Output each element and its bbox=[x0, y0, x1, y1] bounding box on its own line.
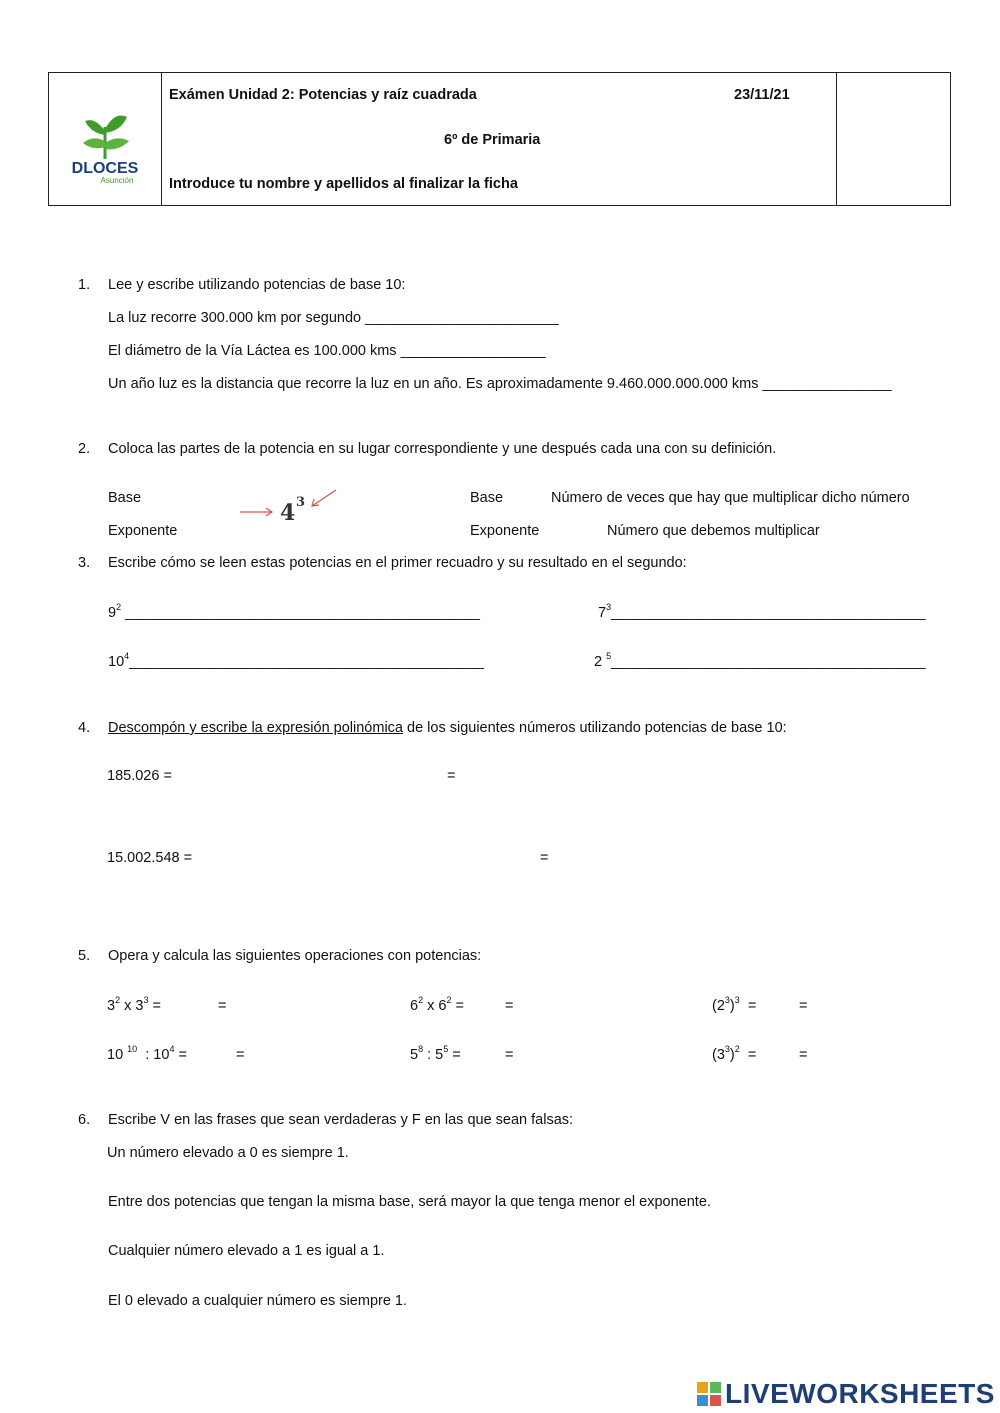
q5-op-2: $6^2$ x $6^2$ = bbox=[410, 995, 464, 1014]
q3-exp: 3 bbox=[606, 602, 612, 612]
q1-line-lightyear[interactable]: Un año luz es la distancia que recorre la luz en un año. Es aproximadamente 9.460.000.000.000 kms ________________ bbox=[108, 376, 892, 392]
q2-drag-exponent[interactable]: Exponente bbox=[108, 523, 178, 539]
q4-number-2: 15.002.548 = bbox=[107, 850, 193, 866]
q3-item-10-4[interactable] bbox=[108, 651, 484, 670]
q5-op-3: $(2^3)^3$ = bbox=[712, 995, 757, 1014]
exam-date: 23/11/21 bbox=[734, 87, 790, 103]
liveworksheets-watermark bbox=[697, 1378, 995, 1410]
header-divider-left bbox=[161, 73, 162, 205]
q5-prompt: Opera y calcula las siguientes operaciones con potencias: bbox=[108, 948, 482, 964]
q3-answer-line[interactable]: ____________________________________________ bbox=[125, 605, 480, 621]
q4-prompt-underlined: Descompón y escribe la expresión polinómica bbox=[108, 720, 403, 736]
q2-term-base: Base bbox=[470, 490, 504, 506]
q6-statement: Un número elevado a 0 es siempre 1. bbox=[107, 1145, 349, 1161]
q4-equals-2: = bbox=[540, 850, 549, 866]
q4-equals-1: = bbox=[447, 768, 456, 784]
q3-item-9-2[interactable] bbox=[108, 602, 480, 621]
q5-op-1: $3^2$ x $3^3$ = bbox=[107, 995, 161, 1014]
q5-eq: = bbox=[799, 998, 808, 1014]
q2-definition-1[interactable]: Número de veces que hay que multiplicar dicho número bbox=[551, 490, 910, 506]
header-divider-right bbox=[836, 73, 837, 205]
q3-item-7-3[interactable] bbox=[598, 602, 926, 621]
q1-number: 1. bbox=[78, 277, 91, 293]
q5-eq: = bbox=[505, 1047, 514, 1063]
q3-exp: 5 bbox=[606, 651, 612, 661]
q5-op-6: $(3^3)^2$ = bbox=[712, 1044, 757, 1063]
q4-number-1: 185.026 = bbox=[107, 768, 172, 784]
q2-definition-2[interactable]: Número que debemos multiplicar bbox=[607, 523, 820, 539]
q6-statement: Cualquier número elevado a 1 es igual a 1. bbox=[108, 1243, 385, 1259]
q5-number: 5. bbox=[78, 948, 91, 964]
q3-item-2-5[interactable] bbox=[594, 651, 926, 670]
q2-number: 2. bbox=[78, 441, 91, 457]
power-base-digit: 4 bbox=[280, 500, 296, 526]
header-box bbox=[48, 72, 951, 206]
q3-exp: 2 bbox=[116, 602, 122, 612]
q3-base: 9 bbox=[108, 605, 117, 621]
q5-op-4: 10 $^{10}$ : $10^4$ = bbox=[107, 1044, 187, 1063]
q5-eq: = bbox=[236, 1047, 245, 1063]
grade-label: 6º de Primaria bbox=[444, 132, 541, 148]
q3-number: 3. bbox=[78, 555, 91, 571]
q1-line-milkyway[interactable]: El diámetro de la Vía Láctea es 100.000 kms __________________ bbox=[108, 343, 546, 359]
power-diagram bbox=[236, 486, 346, 530]
logo-subtext: Asunción bbox=[100, 176, 134, 185]
q3-base: 2 bbox=[594, 654, 607, 670]
power-exponent-digit: 3 bbox=[296, 495, 306, 510]
q5-eq: = bbox=[218, 998, 227, 1014]
q3-answer-line[interactable]: _______________________________________ bbox=[611, 605, 926, 621]
logo-text: DLOCES bbox=[71, 160, 139, 177]
q4-number: 4. bbox=[78, 720, 91, 736]
name-instruction: Introduce tu nombre y apellidos al finalizar la ficha bbox=[169, 176, 518, 192]
q6-number: 6. bbox=[78, 1112, 91, 1128]
q4-prompt bbox=[108, 720, 787, 736]
q1-line-light[interactable]: La luz recorre 300.000 km por segundo ________________________ bbox=[108, 310, 559, 326]
q3-prompt: Escribe cómo se leen estas potencias en el primer recuadro y su resultado en el segundo: bbox=[108, 555, 687, 571]
watermark-text: LIVEWORKSHEETS bbox=[725, 1378, 995, 1409]
q2-drag-base[interactable]: Base bbox=[108, 490, 142, 506]
q4-prompt-rest: de los siguientes números utilizando potencias de base 10: bbox=[402, 720, 787, 736]
q6-statement: Entre dos potencias que tengan la misma base, será mayor la que tenga menor el exponente. bbox=[108, 1194, 711, 1210]
liveworksheets-logo-icon bbox=[697, 1382, 721, 1406]
q5-op-5: $5^8$ : $5^5$ = bbox=[410, 1044, 461, 1063]
school-logo bbox=[65, 109, 145, 185]
q3-base: 7 bbox=[598, 605, 607, 621]
q3-answer-line[interactable]: ____________________________________________ bbox=[129, 654, 484, 670]
q2-term-exponent: Exponente bbox=[470, 523, 540, 539]
exam-title: Exámen Unidad 2: Potencias y raíz cuadrada bbox=[169, 87, 477, 103]
q3-answer-line[interactable]: _______________________________________ bbox=[611, 654, 926, 670]
q3-exp: 4 bbox=[124, 651, 130, 661]
q6-prompt: Escribe V en las frases que sean verdaderas y F en las que sean falsas: bbox=[108, 1112, 574, 1128]
q1-prompt: Lee y escribe utilizando potencias de base 10: bbox=[108, 277, 406, 293]
q3-base: 10 bbox=[108, 654, 125, 670]
q5-eq: = bbox=[505, 998, 514, 1014]
q5-eq: = bbox=[799, 1047, 808, 1063]
q2-prompt: Coloca las partes de la potencia en su lugar correspondiente y une después cada una con su definición. bbox=[108, 441, 777, 457]
q6-statement: El 0 elevado a cualquier número es siempre 1. bbox=[108, 1293, 408, 1309]
